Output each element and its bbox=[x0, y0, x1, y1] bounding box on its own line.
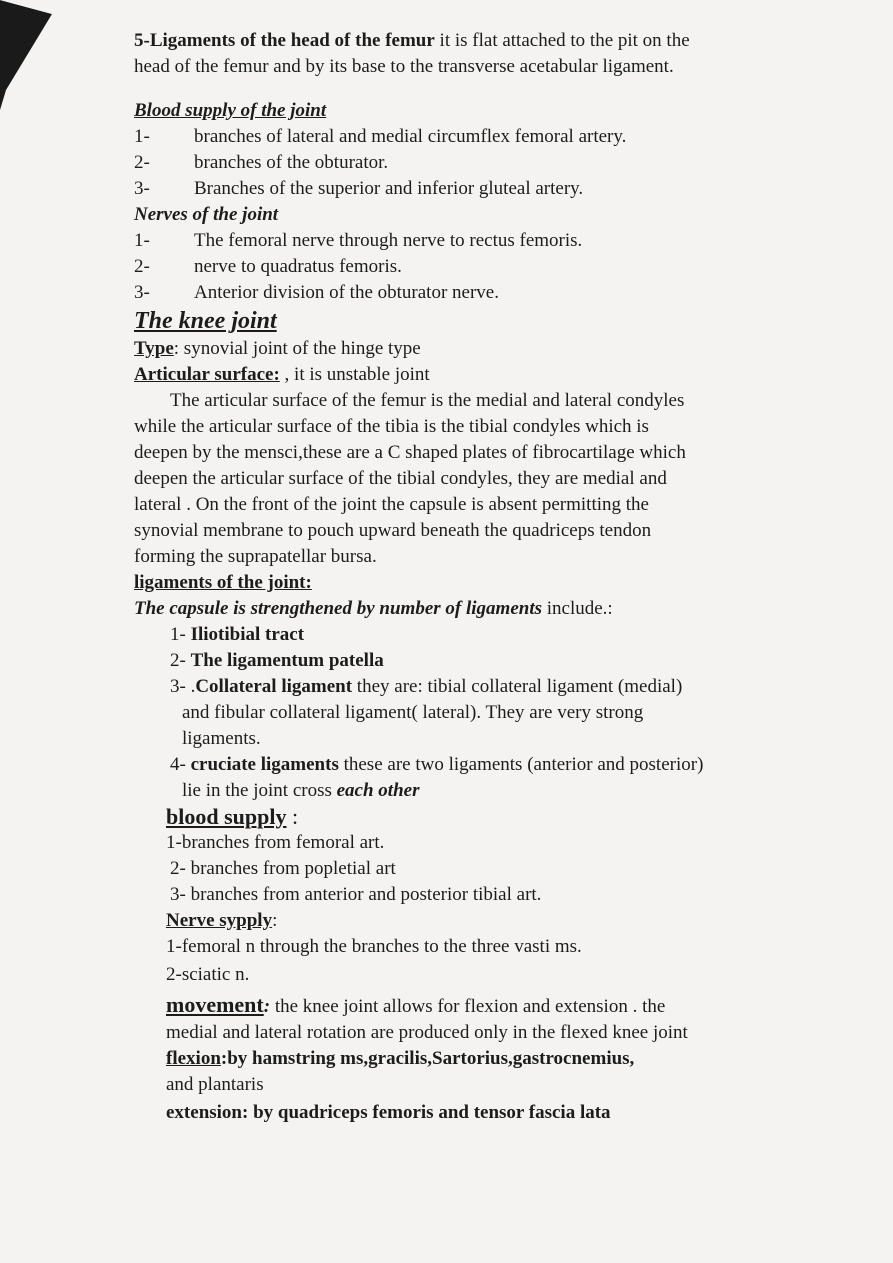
knee-blood-supply-section bbox=[134, 804, 806, 1126]
movement-line2: medial and lateral rotation are produced only in the flexed knee joint bbox=[166, 1022, 688, 1043]
hip-blood-supply-heading: Blood supply of the joint bbox=[134, 100, 327, 121]
knee-type-line: Type: synovial joint of the hinge type bbox=[134, 338, 421, 359]
page-corner-shadow bbox=[0, 0, 60, 110]
list-item-continuation: lie in the joint cross each other bbox=[182, 780, 420, 801]
extension-line: extension: by quadriceps femoris and tensor fascia lata bbox=[166, 1102, 611, 1123]
list-item: 2- branches from popletial art bbox=[170, 858, 396, 879]
list-item: 3- Anterior division of the obturator nerve. bbox=[134, 282, 499, 303]
list-item: 1- branches of lateral and medial circumflex femoral artery. bbox=[134, 126, 627, 147]
list-item: 1- Iliotibial tract bbox=[170, 624, 305, 645]
movement-paragraph: movement: the knee joint allows for flexion and extension . the bbox=[166, 992, 666, 1017]
list-item-continuation: ligaments. bbox=[182, 728, 261, 749]
list-item: 4- cruciate ligaments these are two ligaments (anterior and posterior) bbox=[170, 754, 704, 775]
knee-articular-line: Articular surface: , it is unstable joint bbox=[134, 364, 430, 385]
list-item: 1-branches from femoral art. bbox=[166, 832, 385, 853]
list-item: 2- The ligamentum patella bbox=[170, 650, 384, 671]
knee-blood-supply-heading: blood supply : bbox=[166, 804, 299, 829]
list-item: 2- branches of the obturator. bbox=[134, 152, 389, 173]
list-item: 2-sciatic n. bbox=[166, 964, 250, 985]
list-item: 3- Branches of the superior and inferior gluteal artery. bbox=[134, 178, 584, 199]
list-item-continuation: and fibular collateral ligament( lateral). They are very strong bbox=[182, 702, 644, 723]
ligament-head-femur-title: 5-Ligaments of the head of the femur bbox=[134, 30, 435, 51]
capsule-line: The capsule is strengthened by number of ligaments include.: bbox=[134, 598, 613, 619]
hip-ligament-paragraph: 5-Ligaments of the head of the femur it is flat attached to the pit on the head of the femur and by its base to the transverse acetabular ligament. bbox=[134, 30, 690, 77]
list-item: 1- The femoral nerve through nerve to rectus femoris. bbox=[134, 230, 583, 251]
list-item: 1-femoral n through the branches to the three vasti ms. bbox=[166, 936, 582, 957]
document-content bbox=[134, 28, 806, 1126]
list-item: 3- .Collateral ligament they are: tibial collateral ligament (medial) bbox=[170, 676, 683, 697]
hip-nerves-heading: Nerves of the joint bbox=[134, 204, 279, 225]
knee-articular-paragraph: The articular surface of the femur is the medial and lateral condyles while the articular surface of the tibia is the tibial condyles which is deepen by the mensci,these are a C shaped plates of fibrocartilage which deepen the articular surface of the tibial condyles, they are medial and lateral . On the front of the joint the capsule is absent permitting the synovial membrane to pouch upward beneath the quadriceps tendon forming the suprapatellar bursa. bbox=[134, 390, 686, 567]
flexion-line: flexion:by hamstring ms,gracilis,Sartorius,gastrocnemius, bbox=[166, 1048, 635, 1069]
list-item: 2- nerve to quadratus femoris. bbox=[134, 256, 402, 277]
list-item: 3- branches from anterior and posterior tibial art. bbox=[170, 884, 542, 905]
knee-nerve-heading: Nerve sypply: bbox=[166, 910, 278, 931]
flexion-line2: and plantaris bbox=[166, 1074, 264, 1095]
knee-joint-title: The knee joint bbox=[134, 308, 277, 334]
knee-ligaments-heading: ligaments of the joint: bbox=[134, 572, 312, 593]
